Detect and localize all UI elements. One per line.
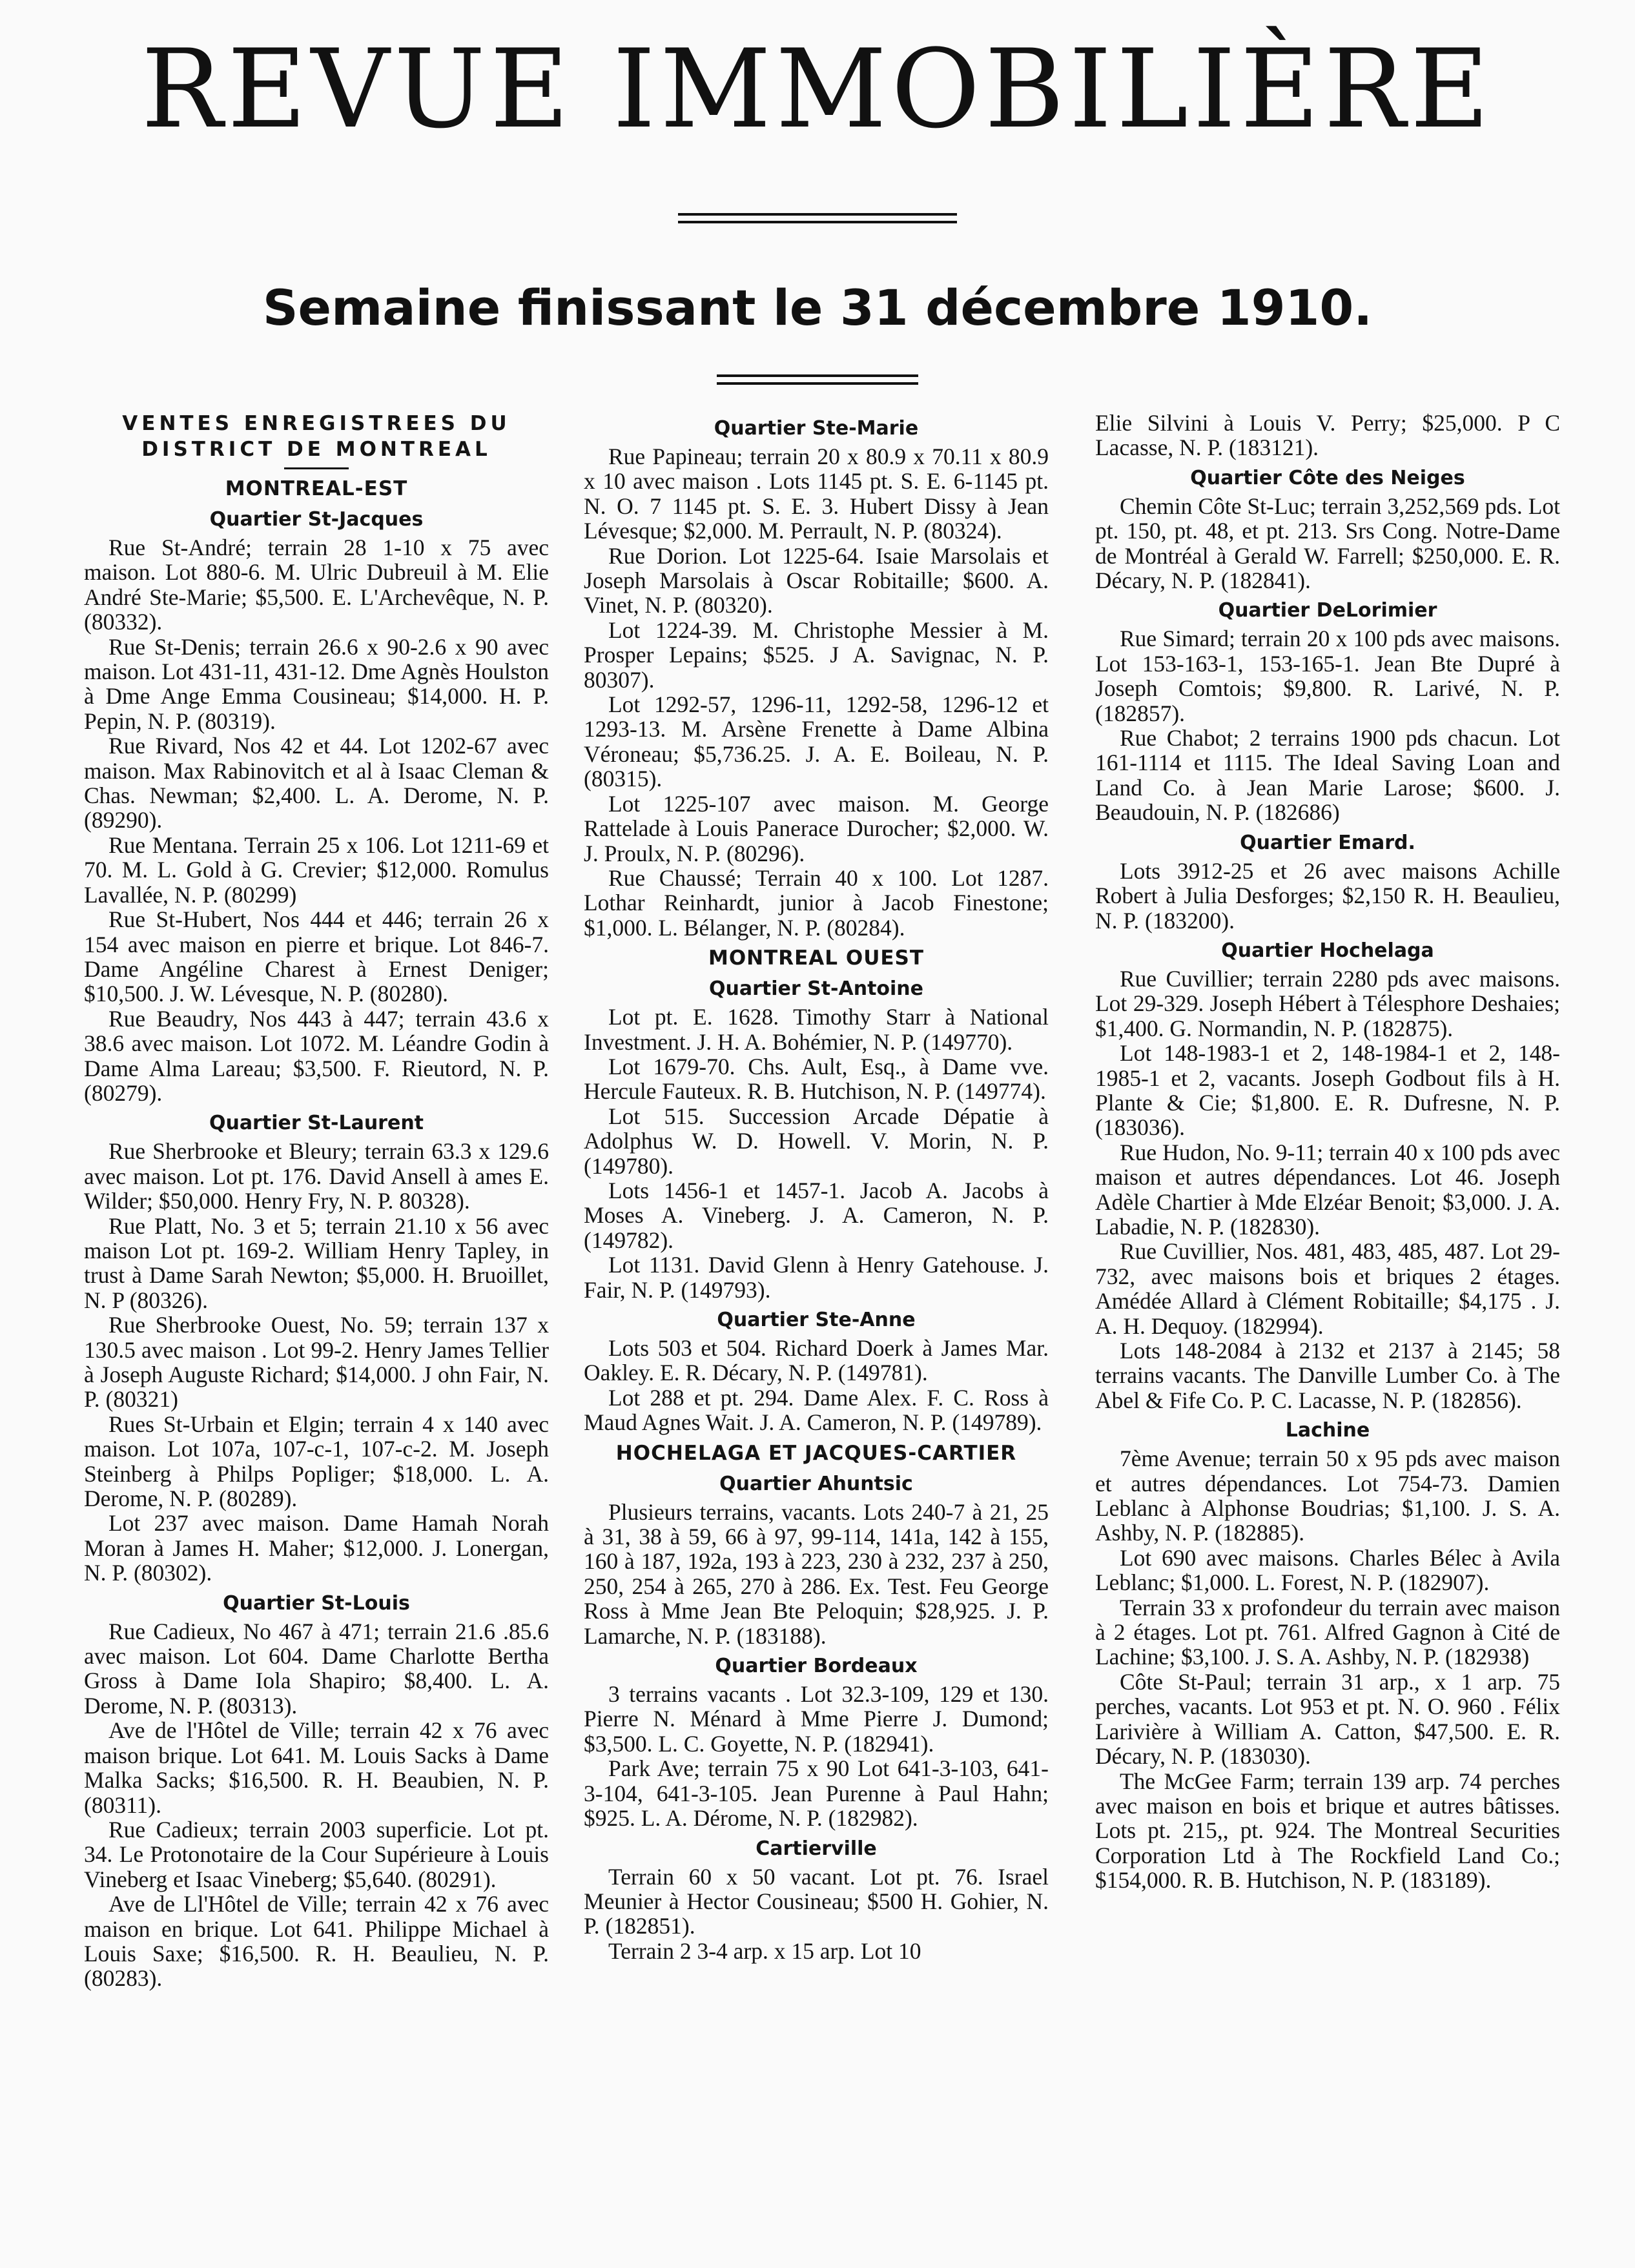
quartier-heading: Quartier Ste-Anne [717,1309,916,1331]
entry: Rue Cadieux; terrain 2003 superficie. Lot pt. 34. Le Protonotaire de la Cour Supérieure à Louis Vineberg et Isaac Vineberg; $5,640. (80291). [84,1816,549,1892]
column-2 [584,411,1049,1963]
subtitle-rule [717,374,918,385]
entry-continued: Elie Silvini à Louis V. Perry; $25,000. P C Lacasse, N. P. (183121). [1095,410,1560,461]
entry: Rue Beaudry, Nos 443 à 447; terrain 43.6 x 38.6 avec maison. Lot 1072. M. Léandre Godin à Dame Alma Lareau; $3,500. F. Rieutord, N. P. (80279). [84,1005,549,1106]
quartier-heading: Quartier DeLorimier [1218,599,1437,622]
quartier-heading: Quartier Emard. [1240,831,1415,854]
district-heading: MONTREAL-EST [225,477,408,500]
entry: Rue Mentana. Terrain 25 x 106. Lot 1211-69 et 70. M. L. Gold à G. Crevier; $12,000. Romulus Lavallée, N. P. (80299) [84,832,549,908]
entry: Terrain 2 3-4 arp. x 15 arp. Lot 10 [608,1937,921,1964]
entry: Ave de l'Hôtel de Ville; terrain 42 x 76 avec maison brique. Lot 641. M. Louis Sacks à Dame Malka Sacks; $16,500. R. H. Beaubien, N. P. (80311). [84,1717,549,1818]
entry: Rue St-Hubert, Nos 444 et 446; terrain 26 x 154 avec maison en pierre et brique. Lot 846-7. Dame Angéline Charest à Ernest Deniger; $10,500. J. W. Lévesque, N. P. (80280). [84,906,549,1007]
entry: Rue St-Denis; terrain 26.6 x 90-2.6 x 90 avec maison. Lot 431-11, 431-12. Dme Agnès Houlston à Dme Ange Emma Cousineau; $14,000. H. P. Pepin, N. P. (80319). [84,633,549,734]
entry: Plusieurs terrains, vacants. Lots 240-7 à 21, 25 à 31, 38 à 59, 66 à 97, 99-114, 141a, 142 à 155, 160 à 187, 192a, 193 à 223, 230 à 232, 237 à 250, 250, 254 à 265, 270 à 286. Ex. Test. Feu George Ross à Mme Jean Bte Peloquin; $28,925. J. P. Lamarche, N. P. (183188). [584,1498,1049,1649]
entry: 7ème Avenue; terrain 50 x 95 pds avec maison et autres dépendances. Lot 754-73. Damien Leblanc à Alphonse Boudrias; $1,100. J. S. A. Ashby, N. P. (182885). [1095,1446,1560,1546]
quartier-heading: Quartier St-Antoine [708,977,924,1001]
quartier-heading: Lachine [1285,1419,1370,1442]
entry: Lot 148-1983-1 et 2, 148-1984-1 et 2, 148-1985-1 et 2, vacants. Joseph Godbout fils à H. Plante & Cie; $1,800. E. R. Dufresne, N. P. (183036). [1095,1040,1560,1141]
entry: Rue Simard; terrain 20 x 100 pds avec maisons. Lot 153-163-1, 153-165-1. Jean Bte Dupré à Joseph Comtois; $9,800. R. Larivé, N. P. (182857). [1095,626,1560,726]
entry: Lots 3912-25 et 26 avec maisons Achille Robert à Julia Desforges; $2,150 R. H. Beaulieu, N. P. (183200). [1095,857,1560,934]
entry: Rue Dorion. Lot 1225-64. Isaie Marsolais et Joseph Marsolais à Oscar Robitaille; $600. A. Vinet, N. P. (80320). [584,542,1049,618]
entry: Rue Cuvillier, Nos. 481, 483, 485, 487. Lot 29-732, avec maisons bois et briques 2 étages. Amédée Allard à Clément Robitaille; $4,175 . J. A. H. Dequoy. (182994). [1095,1238,1560,1339]
entry: Rue Hudon, No. 9-11; terrain 40 x 100 pds avec maison et autres dépendances. Lot 46. Joseph Adèle Chartier à Mde Elzéar Benoit; $3,000. J. A. Labadie, N. P. (182830). [1095,1139,1560,1240]
quartier-heading: Quartier Ste-Marie [714,417,919,440]
sales-heading: VENTES ENREGISTREES DU DISTRICT DE MONTREAL [122,412,511,461]
entry: Lot 1225-107 avec maison. M. George Rattelade à Louis Panerace Durocher; $2,000. W. J. Proulx, N. P. (80296). [584,790,1049,866]
entry: Terrain 33 x profondeur du terrain avec maison à 2 étages. Lot pt. 761. Alfred Gagnon à Cité de Lachine; $3,100. J. S. A. Ashby, N. P. (182938) [1095,1594,1560,1670]
entry: Lot pt. E. 1628. Timothy Starr à National Investment. J. H. A. Bohémier, N. P. (149770). [584,1004,1049,1055]
entry: Rue Chaussé; Terrain 40 x 100. Lot 1287. Lothar Reinhardt, junior à Jacob Finestone; $1,000. L. Bélanger, N. P. (80284). [584,864,1049,941]
entry: Lot 237 avec maison. Dame Hamah Norah Moran à James H. Maher; $12,000. J. Lonergan, N. P. (80302). [84,1510,549,1586]
district-heading: MONTREAL OUEST [708,946,925,970]
entry: Rue Platt, No. 3 et 5; terrain 21.10 x 56 avec maison Lot pt. 169-2. William Henry Tapley, in trust à Dame Sarah Newton; $5,000. H. Bruoillet, N. P (80326). [84,1212,549,1313]
quartier-heading: Quartier Ahuntsic [719,1472,913,1495]
quartier-heading: Cartierville [756,1837,877,1860]
entry: The McGee Farm; terrain 139 arp. 74 perches avec maison en bois et brique et autres bâtisses. Lots pt. 215,, pt. 924. The Montreal Securities Corporation Ltd à The Rockfield Land Co.; $154,000. R. B. Hutchison, N. P. (183189). [1095,1768,1560,1894]
entry: Lot 690 avec maisons. Charles Bélec à Avila Leblanc; $1,000. L. Forest, N. P. (182907). [1095,1544,1560,1596]
entry: Rue Rivard, Nos 42 et 44. Lot 1202-67 avec maison. Max Rabinovitch et al à Isaac Cleman & Chas. Newman; $2,400. L. A. Derome, N. P. (89290). [84,733,549,833]
entry: Park Ave; terrain 75 x 90 Lot 641-3-103, 641-3-104, 641-3-105. Jean Purenne à Paul Hahn; $925. L. A. Dérome, N. P. (182982). [584,1755,1049,1832]
entry: Rues St-Urbain et Elgin; terrain 4 x 140 avec maison. Lot 107a, 107-c-1, 107-c-2. M. Joseph Steinberg à Philps Popliger; $18,000. L. A. Derome, N. P. (80289). [84,1411,549,1512]
entry: Côte St-Paul; terrain 31 arp., x 1 arp. 75 perches, vacants. Lot 953 et pt. N. O. 960 . Félix Larivière à William A. Catton, $47,500. E. R. Décary, N. P. (183030). [1095,1668,1560,1770]
entry: Rue Papineau; terrain 20 x 80.9 x 70.11 x 80.9 x 10 avec maison . Lots 1145 pt. S. E. 6-1145 pt. N. O. 7 1145 pt. S. E. 3. Hubert Dissy à Jean Lévesque; $2,000. M. Perrault, N. P. (80324). [584,444,1049,544]
entry: 3 terrains vacants . Lot 32.3-109, 129 et 130. Pierre N. Ménard à Mme Pierre J. Dumond; $3,500. L. C. Goyette, N. P. (182941). [584,1681,1049,1757]
entry: Terrain 60 x 50 vacant. Lot pt. 76. Israel Meunier à Hector Cousineau; $500 H. Gohier, N. P. (182851). [584,1863,1049,1939]
entry: Lot 288 et pt. 294. Dame Alex. F. C. Ross à Maud Agnes Wait. J. A. Cameron, N. P. (149789). [584,1384,1049,1436]
entry: Lot 515. Succession Arcade Dépatie à Adolphus W. D. Howell. V. Morin, N. P. (149780). [584,1103,1049,1179]
entry: Rue Chabot; 2 terrains 1900 pds chacun. Lot 161-1114 et 1115. The Ideal Saving Loan and Land Co. à Jean Marie Larose; $600. J. Beaudouin, N. P. (182686) [1095,725,1560,826]
heading-rule [284,467,349,469]
column-3 [1095,411,1560,1893]
quartier-heading: Quartier St-Jacques [209,508,424,531]
entry: Lot 1679-70. Chs. Ault, Esq., à Dame vve. Hercule Fauteux. R. B. Hutchison, N. P. (149774). [584,1053,1049,1105]
entry: Lots 503 et 504. Richard Doerk à James Mar. Oakley. E. R. Décary, N. P. (149781). [584,1335,1049,1386]
week-subtitle: Semaine finissant le 31 décembre 1910. [262,279,1373,336]
column-1 [84,411,549,1991]
entry: Lot 1292-57, 1296-11, 1292-58, 1296-12 et 1293-13. M. Arsène Frenette à Dame Albina Véroneau; $5,736.25. J. A. E. Boileau, N. P. (80315). [584,691,1049,792]
entry: Rue Sherbrooke et Bleury; terrain 63.3 x 129.6 avec maison. Lot pt. 176. David Ansell à ames E. Wilder; $50,000. Henry Fry, N. P. 80328). [84,1138,549,1214]
masthead: REVUE IMMOBILIÈRE [141,26,1494,152]
entry: Rue Cadieux, No 467 à 471; terrain 21.6 .85.6 avec maison. Lot 604. Dame Charlotte Bertha Gross à Dame Iola Shapiro; $8,400. L. A. Derome, N. P. (80313). [84,1618,549,1719]
entry: Rue Cuvillier; terrain 2280 pds avec maisons. Lot 29-329. Joseph Hébert à Télesphore Deshaies; $1,400. G. Normandin, N. P. (182875). [1095,965,1560,1041]
masthead-rule [678,213,957,223]
quartier-heading: Quartier Bordeaux [715,1655,918,1678]
quartier-heading: Quartier Côte des Neiges [1190,466,1465,489]
entry: Rue St-André; terrain 28 1-10 x 75 avec maison. Lot 880-6. M. Ulric Dubreuil à M. Elie André Ste-Marie; $5,500. E. L'Archevêque, N. P. (80332). [84,535,549,635]
entry: Lots 1456-1 et 1457-1. Jacob A. Jacobs à Moses A. Vineberg. J. A. Cameron, N. P. (149782). [584,1177,1049,1253]
district-heading: HOCHELAGA ET JACQUES-CARTIER [615,1441,1017,1465]
entry: Rue Sherbrooke Ouest, No. 59; terrain 137 x 130.5 avec maison . Lot 99-2. Henry James Tellier à Joseph Auguste Richard; $14,000. J ohn Fair, N. P. (80321) [84,1312,549,1413]
entry: Lots 148-2084 à 2132 et 2137 à 2145; 58 terrains vacants. The Danville Lumber Co. à The Abel & Fife Co. P. C. Lacasse, N. P. (182856). [1095,1338,1560,1413]
entry: Ave de Ll'Hôtel de Ville; terrain 42 x 76 avec maison en brique. Lot 641. Philippe Michael à Louis Saxe; $16,500. R. H. Beaulieu, N. P. (80283). [84,1891,549,1992]
entry: Chemin Côte St-Luc; terrain 3,252,569 pds. Lot pt. 150, pt. 48, et pt. 213. Srs Cong. Notre-Dame de Montréal à Gerald W. Farrell; $250,000. E. R. Décary, N. P. (182841). [1095,493,1560,594]
quartier-heading: Quartier Hochelaga [1221,939,1434,962]
entry: Lot 1131. David Glenn à Henry Gatehouse. J. Fair, N. P. (149793). [584,1252,1049,1303]
quartier-heading: Quartier St-Louis [223,1591,410,1615]
quartier-heading: Quartier St-Laurent [209,1112,424,1135]
entry: Lot 1224-39. M. Christophe Messier à M. Prosper Lepains; $525. J A. Savignac, N. P. 80307). [584,617,1049,693]
